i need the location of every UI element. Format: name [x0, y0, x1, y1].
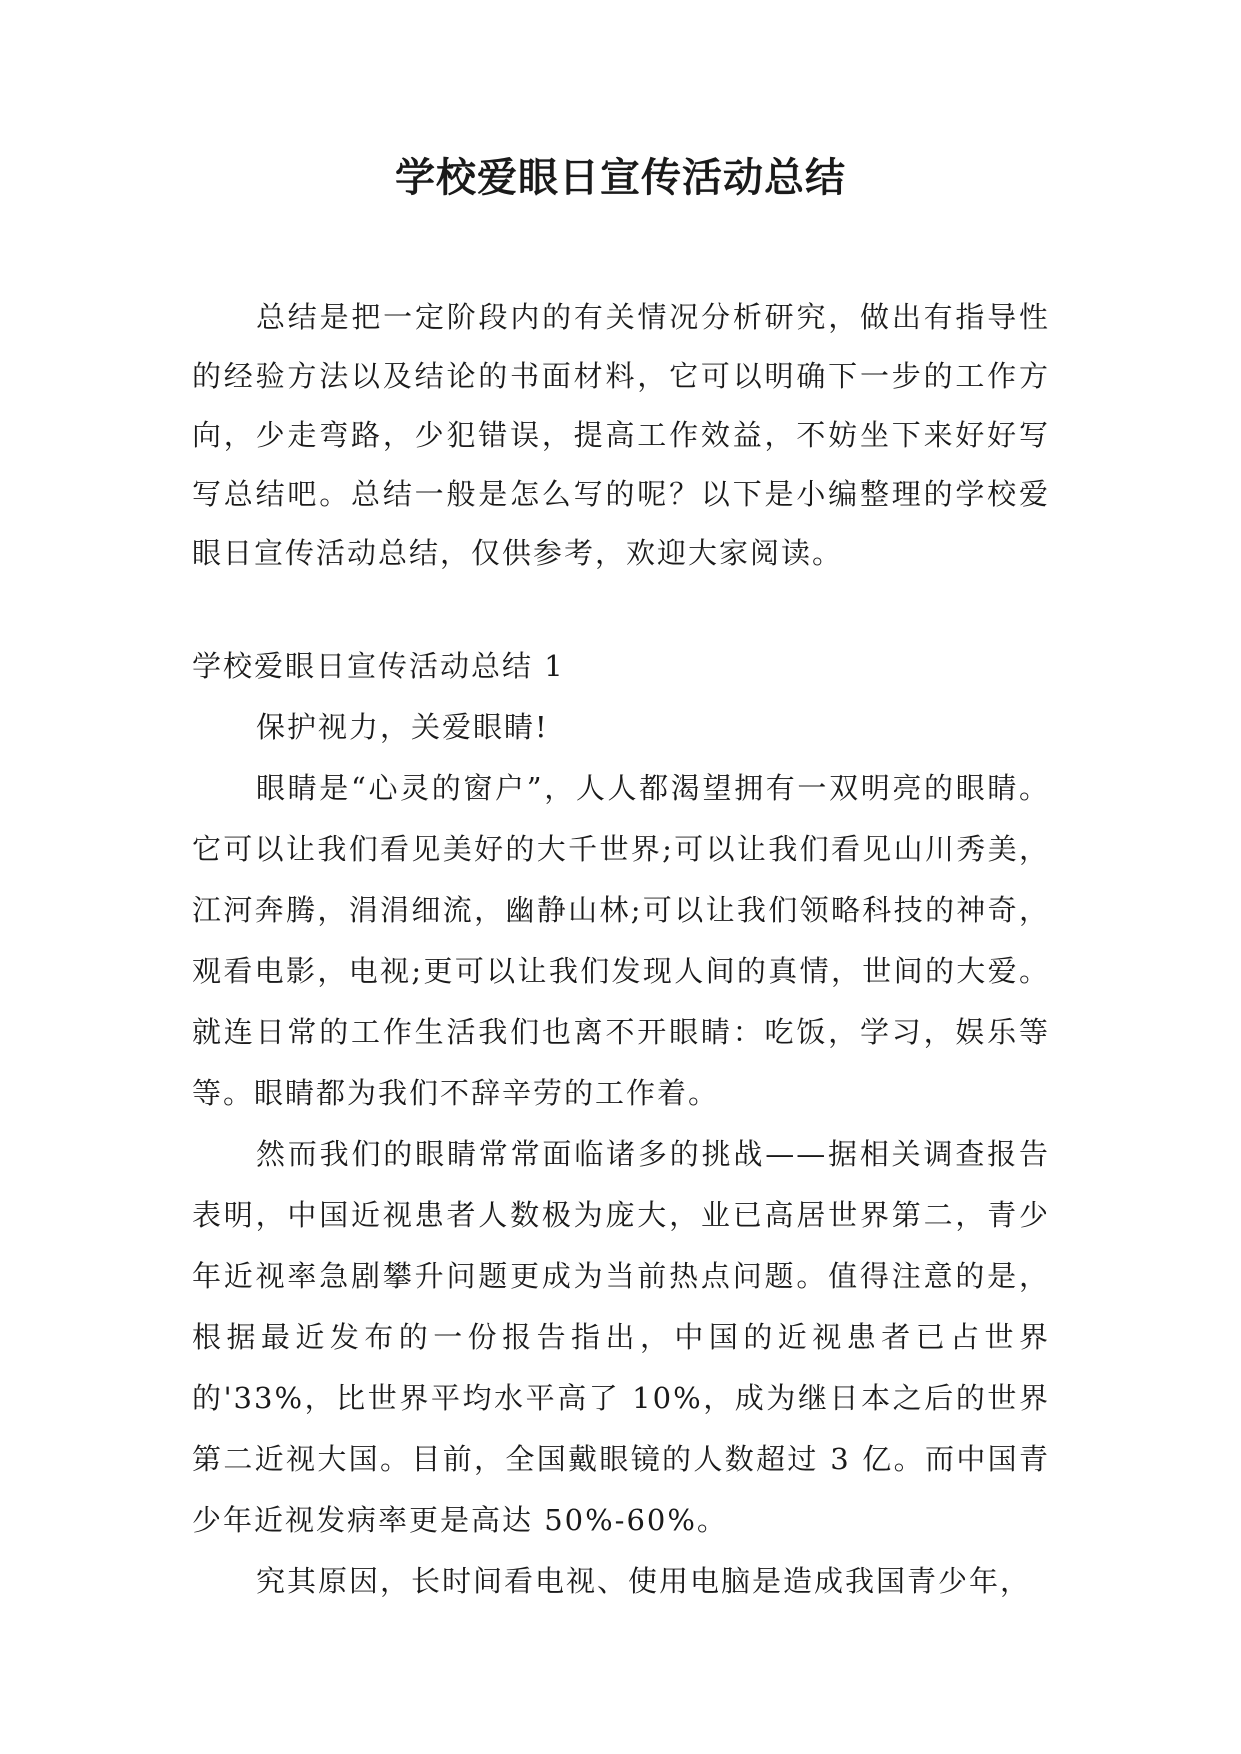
intro-section: [192, 288, 1050, 583]
body-paragraph: 究其原因，长时间看电视、使用电脑是造成我国青少年，: [256, 1564, 1032, 1598]
slogan-paragraph: 保护视力，关爱眼睛!: [256, 710, 549, 744]
document-title: 学校爱眼日宣传活动总结: [395, 155, 846, 201]
intro-paragraph: 总结是把一定阶段内的有关情况分析研究，做出有指导性的经验方法以及结论的书面材料，它可以明确下一步的工作方向，少走弯路，少犯错误，提高工作效益，不妨坐下来好好写写总结吧。总结一般是怎么写的呢？以下是小编整理的学校爱眼日宣传活动总结，仅供参考，欢迎大家阅读。: [192, 300, 1050, 570]
article-section: [192, 636, 1050, 1612]
body-paragraph: 然而我们的眼睛常常面临诸多的挑战——据相关调查报告表明，中国近视患者人数极为庞大，业已高居世界第二，青少年近视率急剧攀升问题更成为当前热点问题。值得注意的是，根据最近发布的一份报告指出，中国的近视患者已占世界的'33%，比世界平均水平高了 10%，成为继日本之后的世界第二近视大国。目前，全国戴眼镜的人数超过 3 亿。而中国青少年近视发病率更是高达 50%-60%。: [192, 1137, 1050, 1537]
body-paragraph: 眼睛是“心灵的窗户”，人人都渴望拥有一双明亮的眼睛。它可以让我们看见美好的大千世界;可以让我们看见山川秀美，江河奔腾，涓涓细流，幽静山林;可以让我们领略科技的神奇，观看电影，电视;更可以让我们发现人间的真情，世间的大爱。就连日常的工作生活我们也离不开眼睛：吃饭，学习，娱乐等等。眼睛都为我们不辞辛劳的工作着。: [192, 771, 1050, 1110]
section-heading: 学校爱眼日宣传活动总结 1: [192, 649, 565, 683]
